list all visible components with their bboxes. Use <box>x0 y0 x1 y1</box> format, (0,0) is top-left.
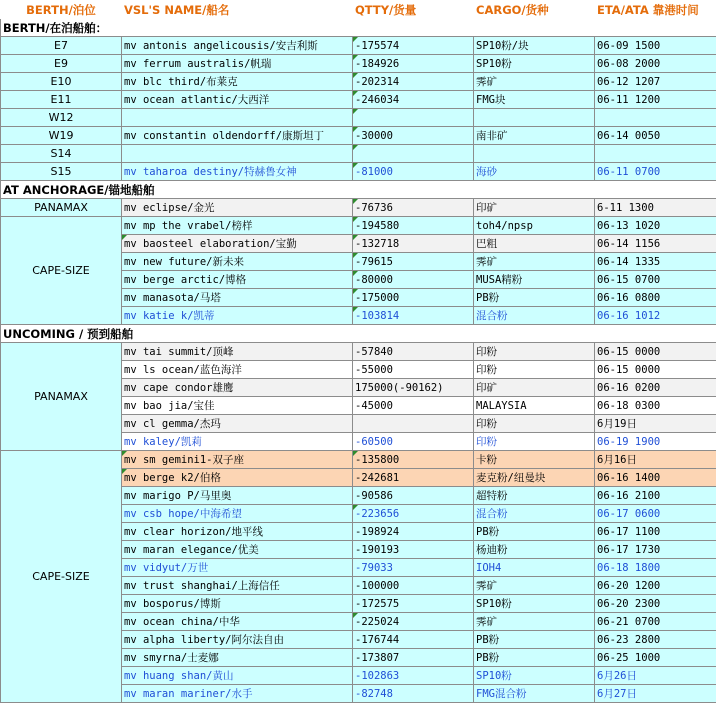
vessel-cell[interactable]: mv ocean atlantic/大西洋 <box>122 91 353 109</box>
eta-cell[interactable]: 6月16日 <box>595 451 716 469</box>
eta-cell[interactable]: 06-16 1400 <box>595 469 716 487</box>
vessel-cell[interactable]: mv tai summit/顶峰 <box>122 343 353 361</box>
section-berth <box>1 19 716 37</box>
vessel-cell[interactable]: mv manasota/马塔 <box>122 289 353 307</box>
vessel-cell[interactable]: mv taharoa destiny/特赫鲁女神 <box>122 163 353 181</box>
cargo-cell[interactable]: 印粉 <box>474 415 595 433</box>
cargo-cell[interactable]: 印粉 <box>474 343 595 361</box>
vessel-cell[interactable]: mv trust shanghai/上海信任 <box>122 577 353 595</box>
eta-cell[interactable]: 06-17 1100 <box>595 523 716 541</box>
vessel-cell[interactable]: mv baosteel elaboration/宝勤 <box>122 235 353 253</box>
eta-cell[interactable]: 06-17 0600 <box>595 505 716 523</box>
header-row <box>1 1 716 19</box>
vessel-cell[interactable]: mv antonis angelicousis/安吉利斯 <box>122 37 353 55</box>
qtty-cell[interactable]: -102863 <box>353 667 474 685</box>
qtty-cell[interactable] <box>353 145 474 163</box>
eta-cell[interactable]: 06-11 0700 <box>595 163 716 181</box>
table-row <box>1 109 716 127</box>
cargo-cell[interactable]: PB粉 <box>474 289 595 307</box>
cargo-cell[interactable]: IOH4 <box>474 559 595 577</box>
cargo-cell[interactable]: 巴粗 <box>474 235 595 253</box>
vessel-cell[interactable]: mv cl gemma/杰玛 <box>122 415 353 433</box>
section-upcoming <box>1 325 716 343</box>
vessel-cell[interactable]: mv kaley/凯莉 <box>122 433 353 451</box>
vessel-cell[interactable]: mv mp the vrabel/榜样 <box>122 217 353 235</box>
eta-cell[interactable]: 6月27日 <box>595 685 716 703</box>
table-row <box>1 127 716 145</box>
vessel-cell[interactable]: mv huang shan/黄山 <box>122 667 353 685</box>
berth-cell[interactable]: E9 <box>1 55 122 73</box>
eta-cell[interactable]: 06-16 0200 <box>595 379 716 397</box>
table-row <box>1 91 716 109</box>
qtty-cell[interactable]: -79033 <box>353 559 474 577</box>
vessel-cell[interactable]: mv csb hope/中海希望 <box>122 505 353 523</box>
vessel-cell[interactable]: mv eclipse/金光 <box>122 199 353 217</box>
qtty-cell[interactable]: -90586 <box>353 487 474 505</box>
eta-cell[interactable]: 06-14 1335 <box>595 253 716 271</box>
qtty-cell[interactable]: -81000 <box>353 163 474 181</box>
vessel-cell[interactable]: mv blc third/布莱克 <box>122 73 353 91</box>
qtty-cell[interactable]: 175000(-90162) <box>353 379 474 397</box>
qtty-cell[interactable]: -76736 <box>353 199 474 217</box>
section-anchorage <box>1 181 716 199</box>
vessel-cell[interactable]: mv smyrna/士麦娜 <box>122 649 353 667</box>
cargo-cell[interactable]: 印矿 <box>474 379 595 397</box>
berth-cell[interactable]: E11 <box>1 91 122 109</box>
qtty-cell[interactable]: -100000 <box>353 577 474 595</box>
berth-cell[interactable]: W12 <box>1 109 122 127</box>
eta-cell[interactable]: 06-19 1900 <box>595 433 716 451</box>
vessel-cell[interactable]: mv berge k2/伯格 <box>122 469 353 487</box>
cargo-cell[interactable]: SP10粉 <box>474 595 595 613</box>
qtty-cell[interactable] <box>353 415 474 433</box>
cargo-cell[interactable]: 麦克粉/纽曼块 <box>474 469 595 487</box>
table-row <box>1 37 716 55</box>
cargo-cell[interactable]: 印粉 <box>474 433 595 451</box>
qtty-cell[interactable]: -55000 <box>353 361 474 379</box>
eta-cell[interactable]: 06-23 2800 <box>595 631 716 649</box>
vessel-cell[interactable]: mv maran mariner/水手 <box>122 685 353 703</box>
qtty-cell[interactable]: -242681 <box>353 469 474 487</box>
table-row <box>1 217 716 235</box>
eta-cell[interactable]: 06-09 1500 <box>595 37 716 55</box>
qtty-cell[interactable]: -60500 <box>353 433 474 451</box>
cargo-cell[interactable]: PB粉 <box>474 631 595 649</box>
qtty-cell[interactable]: -80000 <box>353 271 474 289</box>
vessel-cell[interactable]: mv constantin oldendorff/康斯坦丁 <box>122 127 353 145</box>
qtty-cell[interactable]: -223656 <box>353 505 474 523</box>
eta-cell[interactable]: 06-16 0800 <box>595 289 716 307</box>
header-vessel[interactable]: VSL'S NAME/船名 <box>122 1 353 19</box>
eta-cell[interactable]: 06-25 1000 <box>595 649 716 667</box>
eta-cell[interactable]: 06-18 1800 <box>595 559 716 577</box>
table-row <box>1 343 716 361</box>
cargo-cell[interactable]: 霁矿 <box>474 577 595 595</box>
vessel-cell[interactable]: mv ferrum australis/帆瑞 <box>122 55 353 73</box>
qtty-cell[interactable]: -82748 <box>353 685 474 703</box>
eta-cell[interactable]: 06-11 1200 <box>595 91 716 109</box>
vessel-cell[interactable]: mv sm gemini1-双子座 <box>122 451 353 469</box>
vessel-cell[interactable]: mv new future/新未来 <box>122 253 353 271</box>
header-cargo[interactable]: CARGO/货种 <box>474 1 595 19</box>
qtty-cell[interactable] <box>353 109 474 127</box>
vessel-cell[interactable]: mv berge arctic/博格 <box>122 271 353 289</box>
vessel-cell[interactable]: mv marigo P/马里奥 <box>122 487 353 505</box>
qtty-cell[interactable]: -173807 <box>353 649 474 667</box>
eta-cell[interactable]: 06-08 2000 <box>595 55 716 73</box>
eta-cell[interactable]: 06-15 0000 <box>595 361 716 379</box>
berth-cell[interactable]: W19 <box>1 127 122 145</box>
qtty-cell[interactable]: -190193 <box>353 541 474 559</box>
qtty-cell[interactable]: -79615 <box>353 253 474 271</box>
vessel-cell[interactable]: mv ls ocean/蓝色海洋 <box>122 361 353 379</box>
cargo-cell[interactable]: FMG混合粉 <box>474 685 595 703</box>
eta-cell[interactable]: 06-14 0050 <box>595 127 716 145</box>
cargo-cell[interactable]: 霁矿 <box>474 73 595 91</box>
table-row <box>1 55 716 73</box>
vessel-cell[interactable] <box>122 109 353 127</box>
cargo-cell[interactable]: SP10粉 <box>474 55 595 73</box>
qtty-cell[interactable]: -30000 <box>353 127 474 145</box>
group-cape-size[interactable]: CAPE-SIZE <box>1 217 122 325</box>
header-qtty[interactable]: QTTY/货量 <box>353 1 474 19</box>
qtty-cell[interactable]: -194580 <box>353 217 474 235</box>
berth-cell[interactable]: E7 <box>1 37 122 55</box>
table-row <box>1 73 716 91</box>
cargo-cell[interactable]: 印矿 <box>474 199 595 217</box>
header-eta[interactable]: ETA/ATA 靠港时间 <box>595 1 716 19</box>
vessel-cell[interactable]: mv bao jia/宝佳 <box>122 397 353 415</box>
eta-cell[interactable]: 06-14 1156 <box>595 235 716 253</box>
cargo-cell[interactable]: MALAYSIA <box>474 397 595 415</box>
eta-cell[interactable]: 06-16 1012 <box>595 307 716 325</box>
cargo-cell[interactable]: 混合粉 <box>474 307 595 325</box>
qtty-cell[interactable]: -175000 <box>353 289 474 307</box>
eta-cell[interactable]: 06-15 0700 <box>595 271 716 289</box>
eta-cell[interactable]: 06-18 0300 <box>595 397 716 415</box>
section-title-upcoming[interactable]: UNCOMING / 预到船舶 <box>1 325 716 343</box>
cargo-cell[interactable]: 混合粉 <box>474 505 595 523</box>
cargo-cell[interactable]: 霁矿 <box>474 613 595 631</box>
eta-cell[interactable]: 06-21 0700 <box>595 613 716 631</box>
cargo-cell[interactable]: PB粉 <box>474 649 595 667</box>
qtty-cell[interactable]: -225024 <box>353 613 474 631</box>
berth-cell[interactable]: S15 <box>1 163 122 181</box>
section-title-berth[interactable]: BERTH/在泊船舶： <box>1 19 716 37</box>
vessel-cell[interactable]: mv alpha liberty/阿尔法自由 <box>122 631 353 649</box>
qtty-cell[interactable]: -57840 <box>353 343 474 361</box>
section-title-anchorage[interactable]: AT ANCHORAGE/锚地船舶 <box>1 181 716 199</box>
qtty-cell[interactable]: -172575 <box>353 595 474 613</box>
eta-cell[interactable]: 06-13 1020 <box>595 217 716 235</box>
qtty-cell[interactable]: -246034 <box>353 91 474 109</box>
vessel-cell[interactable]: mv vidyut/万世 <box>122 559 353 577</box>
qtty-cell[interactable]: -184926 <box>353 55 474 73</box>
vessel-cell[interactable]: mv maran elegance/优美 <box>122 541 353 559</box>
cargo-cell[interactable]: 杨迪粉 <box>474 541 595 559</box>
qtty-cell[interactable]: -176744 <box>353 631 474 649</box>
table-row <box>1 163 716 181</box>
vessel-cell[interactable] <box>122 145 353 163</box>
eta-cell[interactable]: 06-20 1200 <box>595 577 716 595</box>
cargo-cell[interactable]: PB粉 <box>474 523 595 541</box>
berth-cell[interactable]: E10 <box>1 73 122 91</box>
header-berth[interactable]: BERTH/泊位 <box>1 1 122 19</box>
eta-cell[interactable] <box>595 145 716 163</box>
vessel-cell[interactable]: mv cape condor雄鹰 <box>122 379 353 397</box>
eta-cell[interactable]: 06-17 1730 <box>595 541 716 559</box>
cargo-cell[interactable]: SP10粉 <box>474 667 595 685</box>
group-panamax[interactable]: PANAMAX <box>1 343 122 451</box>
eta-cell[interactable]: 06-15 0000 <box>595 343 716 361</box>
table-row <box>1 199 716 217</box>
group-panamax[interactable]: PANAMAX <box>1 199 122 217</box>
vessel-cell[interactable]: mv ocean china/中华 <box>122 613 353 631</box>
cargo-cell[interactable]: 超特粉 <box>474 487 595 505</box>
berth-cell[interactable]: S14 <box>1 145 122 163</box>
cargo-cell[interactable]: 印粉 <box>474 361 595 379</box>
group-cape-size[interactable]: CAPE-SIZE <box>1 451 122 703</box>
eta-cell[interactable]: 06-12 1207 <box>595 73 716 91</box>
vessel-cell[interactable]: mv clear horizon/地平线 <box>122 523 353 541</box>
qtty-cell[interactable]: -198924 <box>353 523 474 541</box>
qtty-cell[interactable]: -45000 <box>353 397 474 415</box>
qtty-cell[interactable]: -135800 <box>353 451 474 469</box>
cargo-cell[interactable] <box>474 109 595 127</box>
qtty-cell[interactable]: -175574 <box>353 37 474 55</box>
eta-cell[interactable]: 6月19日 <box>595 415 716 433</box>
table-row <box>1 145 716 163</box>
qtty-cell[interactable]: -103814 <box>353 307 474 325</box>
cargo-cell[interactable]: MUSA精粉 <box>474 271 595 289</box>
cargo-cell[interactable]: 霁矿 <box>474 253 595 271</box>
eta-cell[interactable]: 06-16 2100 <box>595 487 716 505</box>
eta-cell[interactable]: 6-11 1300 <box>595 199 716 217</box>
cargo-cell[interactable] <box>474 145 595 163</box>
qtty-cell[interactable]: -202314 <box>353 73 474 91</box>
cargo-cell[interactable]: toh4/npsp <box>474 217 595 235</box>
vessel-cell[interactable]: mv katie k/凯蒂 <box>122 307 353 325</box>
cargo-cell[interactable]: SP10粉/块 <box>474 37 595 55</box>
eta-cell[interactable] <box>595 109 716 127</box>
eta-cell[interactable]: 06-20 2300 <box>595 595 716 613</box>
qtty-cell[interactable]: -132718 <box>353 235 474 253</box>
eta-cell[interactable]: 6月26日 <box>595 667 716 685</box>
table-row <box>1 451 716 469</box>
cargo-cell[interactable]: FMG块 <box>474 91 595 109</box>
cargo-cell[interactable]: 海砂 <box>474 163 595 181</box>
cargo-cell[interactable]: 卡粉 <box>474 451 595 469</box>
cargo-cell[interactable]: 南非矿 <box>474 127 595 145</box>
vessel-cell[interactable]: mv bosporus/博斯 <box>122 595 353 613</box>
